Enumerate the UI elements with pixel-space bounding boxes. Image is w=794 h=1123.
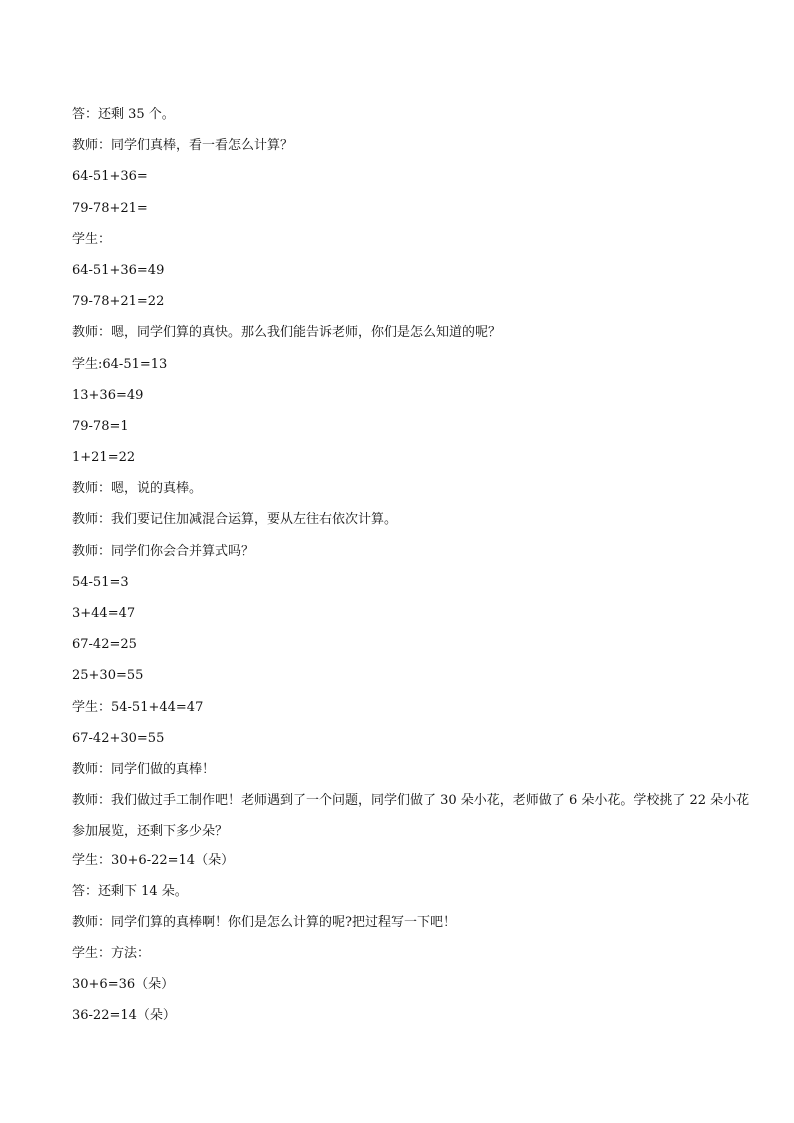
- text-line: 25+30=55: [72, 668, 144, 684]
- lesson-transcript: [72, 102, 752, 1035]
- word-problem-paragraph: 教师：我们做过手工制作吧！老师遇到了一个问题，同学们做了 30 朵小花，老师做了 6 朵小花。学校挑了 22 朵小花参加展览，还剩下多少朵？: [72, 793, 750, 840]
- text-line: 30+6=36（朵）: [72, 977, 175, 993]
- text-line: 学生:64-51=13: [72, 356, 168, 372]
- text-line: 学生：30+6-22=14（朵）: [72, 852, 235, 868]
- text-line: 教师：同学们算的真棒啊！你们是怎么计算的呢?把过程写一下吧！: [72, 914, 456, 930]
- text-line: 3+44=47: [72, 606, 136, 621]
- text-line: 答：还剩 35 个。: [72, 107, 175, 122]
- text-line: 13+36=49: [72, 387, 144, 403]
- text-line: 64-51+36=49: [72, 262, 165, 278]
- text-line: 教师：同学们你会合并算式吗？: [72, 543, 255, 559]
- text-line: 64-51+36=: [72, 169, 148, 185]
- text-line: 67-42+30=55: [72, 730, 165, 746]
- text-line: 教师：嗯，同学们算的真快。那么我们能告诉老师，你们是怎么知道的呢？: [72, 325, 502, 341]
- text-line: 学生：: [72, 231, 112, 247]
- text-line: 67-42=25: [72, 637, 137, 653]
- text-line: 教师：嗯，说的真棒。: [72, 481, 203, 497]
- text-line: 教师：同学们真棒，看一看怎么计算？: [72, 138, 294, 154]
- text-line: 学生：方法：: [72, 946, 151, 962]
- text-line: 79-78+21=: [72, 200, 148, 216]
- text-line: 答：还剩下 14 朵。: [72, 883, 188, 899]
- text-line: 1+21=22: [72, 450, 136, 466]
- text-line: 36-22=14（朵）: [72, 1008, 176, 1024]
- text-line: 54-51=3: [72, 574, 129, 590]
- text-line: 教师：我们要记住加减混合运算，要从左往右依次计算。: [72, 512, 398, 528]
- text-line: 教师：同学们做的真棒！: [72, 761, 216, 777]
- text-line: 79-78=1: [72, 418, 129, 434]
- text-line: 79-78+21=22: [72, 294, 165, 310]
- text-line: 学生：54-51+44=47: [72, 699, 204, 715]
